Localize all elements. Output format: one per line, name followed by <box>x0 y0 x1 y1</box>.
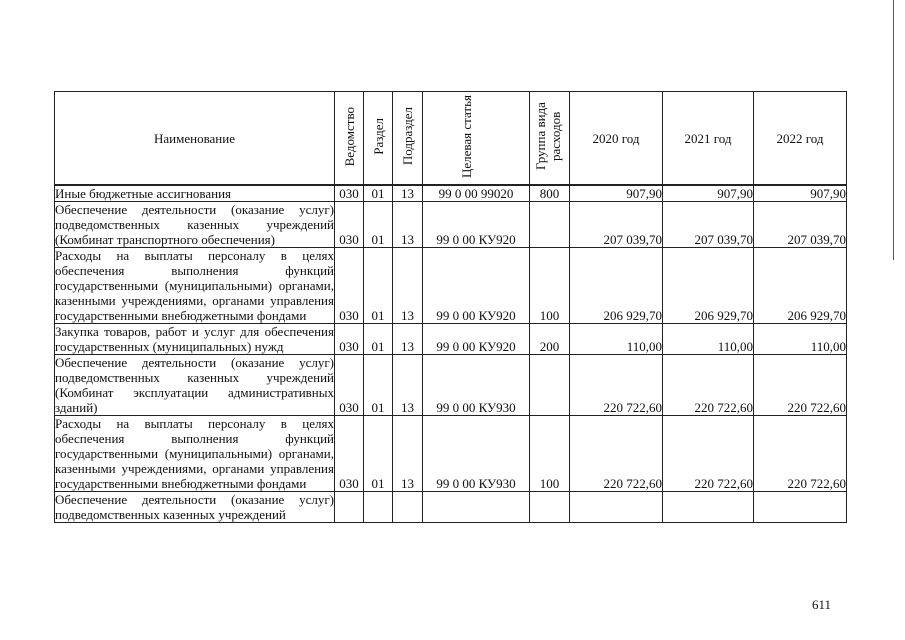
row-name: Расходы на выплаты персоналу в целях обеспечения выполнения функций государственными (муниципальными) органами, казенными учреждениями, органами управления государственными внебюджетными фондами <box>55 248 334 323</box>
row-2021 <box>663 492 754 523</box>
table-header-row <box>55 92 847 186</box>
row-2020: 207 039,70 <box>570 202 663 248</box>
row-group: 800 <box>530 185 570 202</box>
row-article <box>423 492 530 523</box>
header-2021: 2021 год <box>663 92 754 186</box>
row-2021: 207 039,70 <box>663 202 754 248</box>
row-group <box>530 492 570 523</box>
row-2020: 907,90 <box>570 185 663 202</box>
row-dept: 030 <box>335 355 364 416</box>
row-2020: 220 722,60 <box>570 355 663 416</box>
row-2022: 206 929,70 <box>754 248 847 324</box>
row-2021: 206 929,70 <box>663 248 754 324</box>
row-name: Обеспечение деятельности (оказание услуг) подведомственных казенных учреждений (Комбинат транспортного обеспечения) <box>55 202 334 247</box>
row-dept: 030 <box>335 202 364 248</box>
row-2020: 220 722,60 <box>570 416 663 492</box>
table-row <box>55 324 847 355</box>
row-name: Обеспечение деятельности (оказание услуг) подведомственных казенных учреждений <box>55 492 334 522</box>
row-article: 99 0 00 КУ930 <box>423 416 530 492</box>
header-target-article: Целевая статья <box>423 92 530 186</box>
row-subsection: 13 <box>393 324 423 355</box>
row-group: 100 <box>530 248 570 324</box>
row-2021: 220 722,60 <box>663 355 754 416</box>
header-2022: 2022 год <box>754 92 847 186</box>
row-2022: 207 039,70 <box>754 202 847 248</box>
table-row <box>55 355 847 416</box>
row-group: 200 <box>530 324 570 355</box>
row-subsection: 13 <box>393 248 423 324</box>
table-row <box>55 416 847 492</box>
row-2022: 907,90 <box>754 185 847 202</box>
header-subsection: Подраздел <box>393 92 423 186</box>
row-subsection: 13 <box>393 416 423 492</box>
row-2022 <box>754 492 847 523</box>
row-article: 99 0 00 99020 <box>423 185 530 202</box>
row-subsection <box>393 492 423 523</box>
table-row <box>55 202 847 248</box>
row-dept: 030 <box>335 324 364 355</box>
row-2022: 220 722,60 <box>754 355 847 416</box>
scan-edge-line <box>893 0 894 260</box>
row-article: 99 0 00 КУ930 <box>423 355 530 416</box>
header-2020: 2020 год <box>570 92 663 186</box>
row-article: 99 0 00 КУ920 <box>423 324 530 355</box>
row-2021: 220 722,60 <box>663 416 754 492</box>
row-dept <box>335 492 364 523</box>
row-subsection: 13 <box>393 355 423 416</box>
table-row <box>55 492 847 523</box>
row-section: 01 <box>364 248 393 324</box>
row-group <box>530 202 570 248</box>
row-section: 01 <box>364 202 393 248</box>
header-department: Ведомство <box>335 92 364 186</box>
row-subsection: 13 <box>393 202 423 248</box>
budget-table <box>54 91 847 523</box>
row-name: Обеспечение деятельности (оказание услуг) подведомственных казенных учреждений (Комбинат эксплуатации административных зданий) <box>55 355 334 415</box>
row-dept: 030 <box>335 248 364 324</box>
table-row <box>55 248 847 324</box>
row-2021: 110,00 <box>663 324 754 355</box>
row-group <box>530 355 570 416</box>
row-subsection: 13 <box>393 185 423 202</box>
table-row <box>55 185 847 202</box>
row-section <box>364 492 393 523</box>
row-section: 01 <box>364 185 393 202</box>
header-name: Наименование <box>55 92 335 186</box>
header-section: Раздел <box>364 92 393 186</box>
row-article: 99 0 00 КУ920 <box>423 202 530 248</box>
row-2020: 206 929,70 <box>570 248 663 324</box>
row-dept: 030 <box>335 185 364 202</box>
row-2022: 220 722,60 <box>754 416 847 492</box>
row-name: Иные бюджетные ассигнования <box>55 185 335 202</box>
row-article: 99 0 00 КУ920 <box>423 248 530 324</box>
row-section: 01 <box>364 355 393 416</box>
row-2021: 907,90 <box>663 185 754 202</box>
row-section: 01 <box>364 416 393 492</box>
row-dept: 030 <box>335 416 364 492</box>
page-number: 611 <box>812 597 832 612</box>
row-group: 100 <box>530 416 570 492</box>
row-2020: 110,00 <box>570 324 663 355</box>
row-section: 01 <box>364 324 393 355</box>
row-2022: 110,00 <box>754 324 847 355</box>
header-expense-group: Группа вида расходов <box>530 92 570 186</box>
row-name: Закупка товаров, работ и услуг для обеспечения государственных (муниципальных) нужд <box>55 324 334 354</box>
row-name: Расходы на выплаты персоналу в целях обеспечения выполнения функций государственными (муниципальными) органами, казенными учреждениями, органами управления государственными внебюджетными фондами <box>55 416 334 491</box>
row-2020 <box>570 492 663 523</box>
